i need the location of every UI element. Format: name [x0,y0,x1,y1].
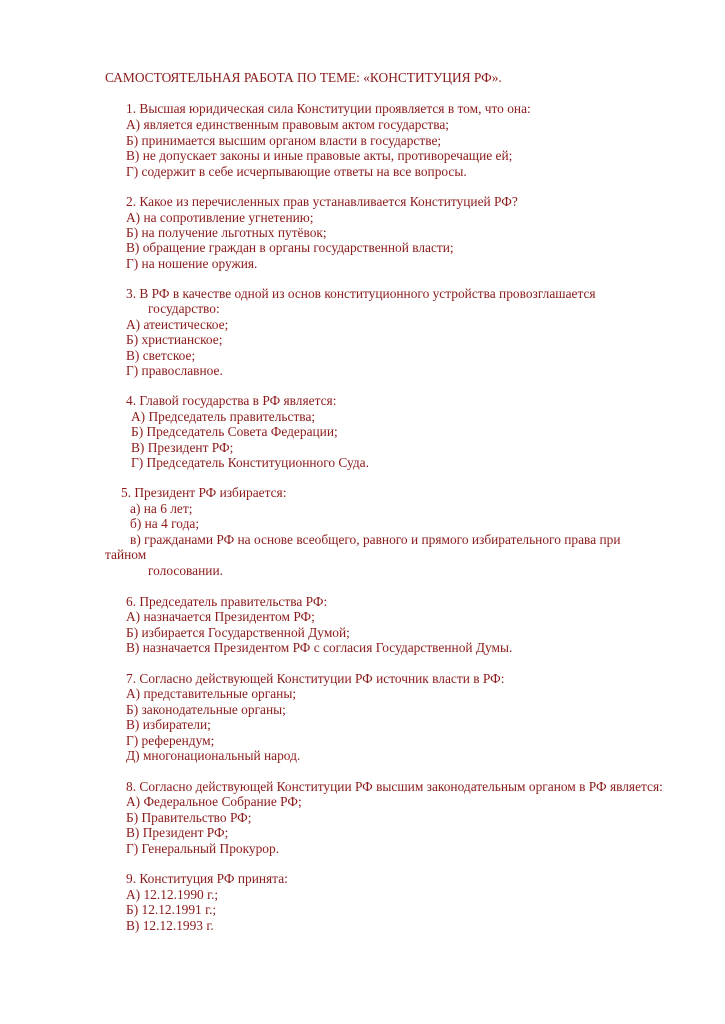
question-9-option-a: А) 12.12.1990 г.; [126,887,219,902]
question-5-option-c: в) гражданами РФ на основе всеобщего, равного и прямого избирательного права при [130,532,621,547]
question-2-option-b: Б) на получение льготных путёвок; [126,225,327,240]
question-4-option-b: Б) Председатель Совета Федерации; [131,424,338,439]
question-5-option-c-continued-2: голосовании. [148,563,223,578]
question-8-text: 8. Согласно действующей Конституции РФ высшим законодательным органом в РФ является: [126,779,663,794]
question-7-option-b: Б) законодательные органы; [126,702,286,717]
question-4-option-a: А) Председатель правительства; [131,409,316,424]
question-8-option-b: Б) Правительство РФ; [126,810,252,825]
question-6-text: 6. Председатель правительства РФ: [126,594,328,609]
question-1-option-c: В) не допускает законы и иные правовые акты, противоречащие ей; [126,148,513,163]
question-2-option-a: А) на сопротивление угнетению; [126,210,314,225]
question-5-option-c-continued-1: тайном [105,547,147,562]
question-8-option-c: В) Президент РФ; [126,825,229,840]
question-1-text: 1. Высшая юридическая сила Конституции проявляется в том, что она: [126,101,531,116]
question-3-option-a: А) атеистическое; [126,317,229,332]
question-7-option-a: А) представительные органы; [126,686,297,701]
question-3-option-d: Г) православное. [126,363,223,378]
question-1-option-b: Б) принимается высшим органом власти в государстве; [126,133,442,148]
question-7-text: 7. Согласно действующей Конституции РФ источник власти в РФ: [126,671,505,686]
question-6-option-a: А) назначается Президентом РФ; [126,609,315,624]
question-6-option-c: В) назначается Президентом РФ с согласия Государственной Думы. [126,640,513,655]
question-2-option-d: Г) на ношение оружия. [126,256,258,271]
question-1-option-a: А) является единственным правовым актом государства; [126,117,450,132]
question-6-option-b: Б) избирается Государственной Думой; [126,625,350,640]
question-4-option-c: В) Президент РФ; [131,440,234,455]
question-5-option-a: а) на 6 лет; [130,501,193,516]
question-3-option-b: Б) христианское; [126,332,223,347]
question-5-option-b: б) на 4 года; [130,516,200,531]
question-9-option-b: Б) 12.12.1991 г.; [126,902,217,917]
question-9-text: 9. Конституция РФ принята: [126,871,288,886]
question-7-option-e: Д) многонациональный народ. [126,748,301,763]
question-2-option-c: В) обращение граждан в органы государственной власти; [126,240,454,255]
question-2-text: 2. Какое из перечисленных прав устанавливается Конституцией РФ? [126,194,518,209]
question-7-option-c: В) избиратели; [126,717,211,732]
question-3-text: 3. В РФ в качестве одной из основ конституционного устройства провозглашается [126,286,596,301]
question-7-option-d: Г) референдум; [126,733,215,748]
document-title: САМОСТОЯТЕЛЬНАЯ РАБОТА ПО ТЕМЕ: «КОНСТИТУЦИЯ РФ». [105,70,502,85]
question-3-option-c: В) светское; [126,348,196,363]
question-4-option-d: Г) Председатель Конституционного Суда. [131,455,369,470]
question-5-text: 5. Президент РФ избирается: [121,485,287,500]
question-4-text: 4. Главой государства в РФ является: [126,393,337,408]
question-8-option-a: А) Федеральное Собрание РФ; [126,794,302,809]
question-3-text-continued: государство: [148,301,220,316]
question-8-option-d: Г) Генеральный Прокурор. [126,841,280,856]
question-1-option-d: Г) содержит в себе исчерпывающие ответы на все вопросы. [126,164,467,179]
question-9-option-c: В) 12.12.1993 г. [126,918,214,933]
